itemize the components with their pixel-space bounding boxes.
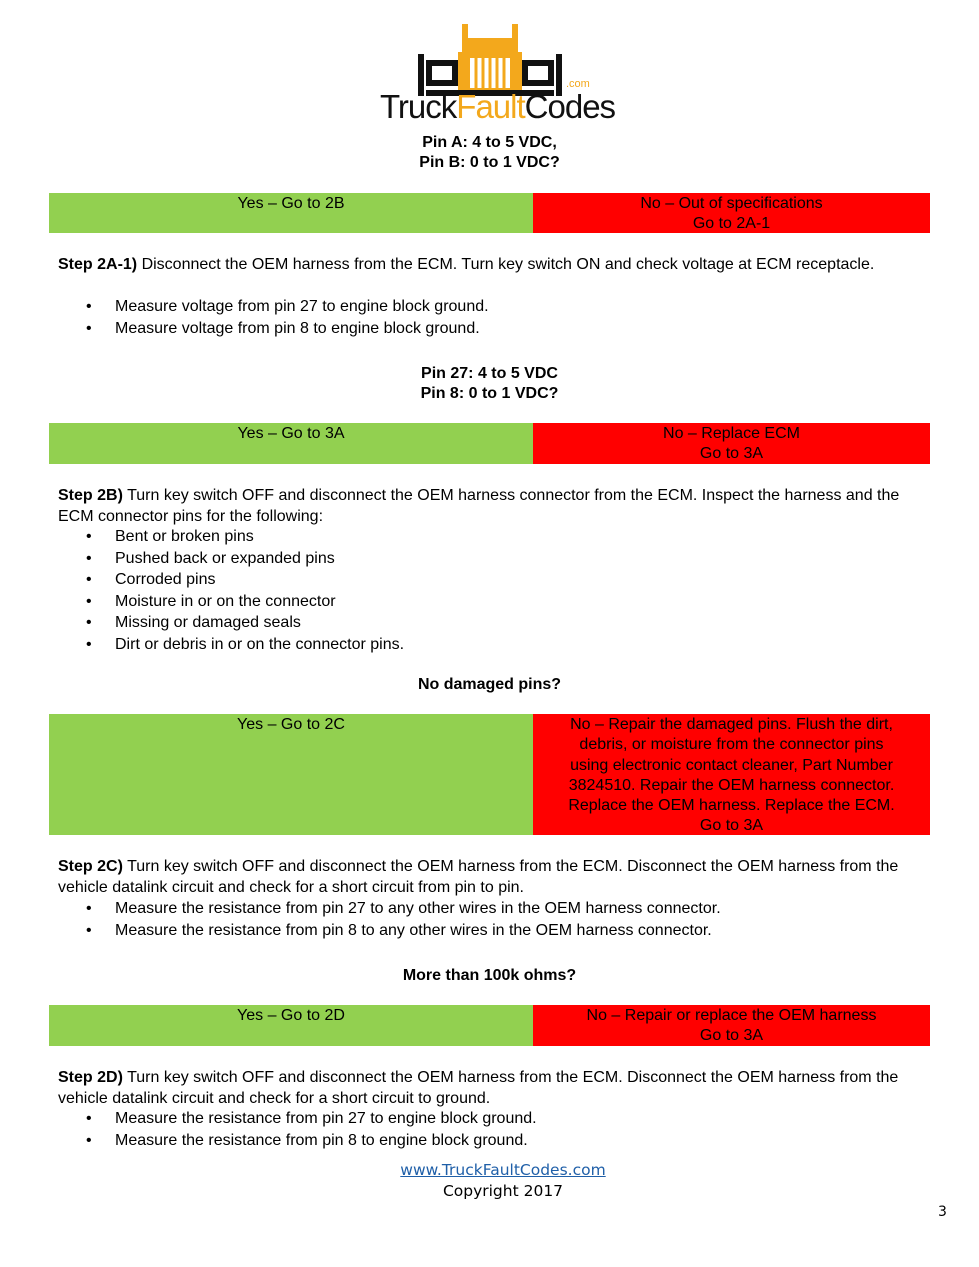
- step-2c-bullets: [58, 898, 928, 941]
- step-2b-label: Step 2B): [58, 487, 123, 504]
- no-cell-2-line: No – Replace ECM: [663, 425, 800, 442]
- question-2: [0, 364, 979, 404]
- step-2a1-label: Step 2A-1): [58, 256, 138, 273]
- yes-cell-4: Yes – Go to 2D: [49, 1005, 533, 1046]
- question-2-line-1: Pin 27: 4 to 5 VDC: [421, 365, 558, 382]
- no-cell-3-line: Go to 3A: [699, 817, 764, 835]
- page-number: 3: [938, 1204, 947, 1220]
- list-item: • Corroded pins: [58, 569, 928, 591]
- no-cell-3-line: No – Repair the damaged pins. Flush the dirt,: [570, 716, 893, 733]
- no-cell-3-line: Replace the OEM harness. Replace the ECM.: [568, 797, 895, 815]
- no-cell-2: [533, 423, 930, 464]
- list-item: • Measure voltage from pin 27 to engine block ground.: [58, 296, 928, 318]
- list-item: • Moisture in or on the connector: [58, 591, 928, 613]
- no-cell-4-line: Go to 3A: [699, 1027, 764, 1045]
- yes-cell-1: Yes – Go to 2B: [49, 193, 533, 233]
- step-2a1-bullets: [58, 296, 928, 339]
- logo-fault-text: Fault: [456, 88, 525, 125]
- question-4: [0, 966, 979, 986]
- no-cell-1: [533, 193, 930, 233]
- answer-row-2: [49, 423, 930, 464]
- question-3-line-1: No damaged pins?: [417, 676, 562, 693]
- no-cell-3: [533, 714, 930, 835]
- list-item: • Measure the resistance from pin 27 to engine block ground.: [58, 1108, 928, 1130]
- no-cell-3-line: debris, or moisture from the connector pins: [579, 736, 884, 754]
- question-1-line-1: Pin A: 4 to 5 VDC,: [422, 134, 557, 151]
- list-item: • Measure the resistance from pin 8 to any other wires in the OEM harness connector.: [58, 920, 928, 942]
- question-4-line-1: More than 100k ohms?: [402, 967, 577, 984]
- footer-website-link[interactable]: www.TruckFaultCodes.com: [400, 1161, 606, 1179]
- no-cell-3-line: using electronic contact cleaner, Part Number: [570, 756, 893, 774]
- logo-com-text: .com: [566, 78, 590, 90]
- list-item: • Measure voltage from pin 8 to engine block ground.: [58, 318, 928, 340]
- no-cell-1-line: Go to 2A-1: [692, 215, 771, 233]
- yes-cell-3: Yes – Go to 2C: [49, 714, 533, 835]
- list-item: • Pushed back or expanded pins: [58, 548, 928, 570]
- step-2b-bullets: [58, 526, 928, 656]
- step-2a1-paragraph: [58, 254, 928, 275]
- list-item: • Measure the resistance from pin 8 to engine block ground.: [58, 1130, 928, 1152]
- list-item: • Missing or damaged seals: [58, 612, 928, 634]
- step-2d-bullets: [58, 1108, 928, 1151]
- list-item: • Dirt or debris in or on the connector pins.: [58, 634, 928, 656]
- step-2c-label: Step 2C): [58, 858, 123, 875]
- no-cell-4: [533, 1005, 930, 1046]
- step-2b-text: Turn key switch OFF and disconnect the OEM harness connector from the ECM. Inspect the harness and the ECM connector pins for the following:: [58, 487, 900, 525]
- no-cell-1-line: No – Out of specifications: [640, 195, 823, 212]
- logo-truck-text: Truck: [380, 88, 457, 125]
- list-item: • Bent or broken pins: [58, 526, 928, 548]
- footer-copyright: Copyright 2017: [442, 1182, 564, 1200]
- no-cell-2-line: Go to 3A: [699, 445, 764, 463]
- list-item: • Measure the resistance from pin 27 to any other wires in the OEM harness connector.: [58, 898, 928, 920]
- step-2d-label: Step 2D): [58, 1069, 123, 1086]
- answer-row-1: [49, 193, 930, 233]
- logo-codes-text: Codes: [524, 88, 616, 125]
- step-2d-text: Turn key switch OFF and disconnect the OEM harness from the ECM. Disconnect the OEM harness from the vehicle datalink circuit and check for a short circuit to ground.: [58, 1069, 899, 1107]
- step-2a1-text: Disconnect the OEM harness from the ECM. Turn key switch ON and check voltage at ECM receptacle.: [137, 256, 875, 273]
- step-2b-paragraph: [58, 485, 928, 527]
- yes-cell-2: Yes – Go to 3A: [49, 423, 533, 464]
- question-1-line-2: Pin B: 0 to 1 VDC?: [419, 154, 560, 171]
- truckfaultcodes-logo: [370, 18, 616, 130]
- step-2d-paragraph: [58, 1067, 928, 1109]
- no-cell-4-line: No – Repair or replace the OEM harness: [586, 1007, 877, 1024]
- no-cell-3-line: 3824510. Repair the OEM harness connector.: [568, 776, 895, 794]
- answer-row-4: [49, 1005, 930, 1046]
- question-1: [0, 133, 979, 173]
- answer-row-3: [49, 714, 930, 835]
- question-3: [0, 675, 979, 695]
- step-2c-text: Turn key switch OFF and disconnect the OEM harness from the ECM. Disconnect the OEM harness from the vehicle datalink circuit and check for a short circuit from pin to pin.: [58, 858, 899, 896]
- step-2c-paragraph: [58, 856, 928, 898]
- question-2-line-2: Pin 8: 0 to 1 VDC?: [420, 385, 559, 402]
